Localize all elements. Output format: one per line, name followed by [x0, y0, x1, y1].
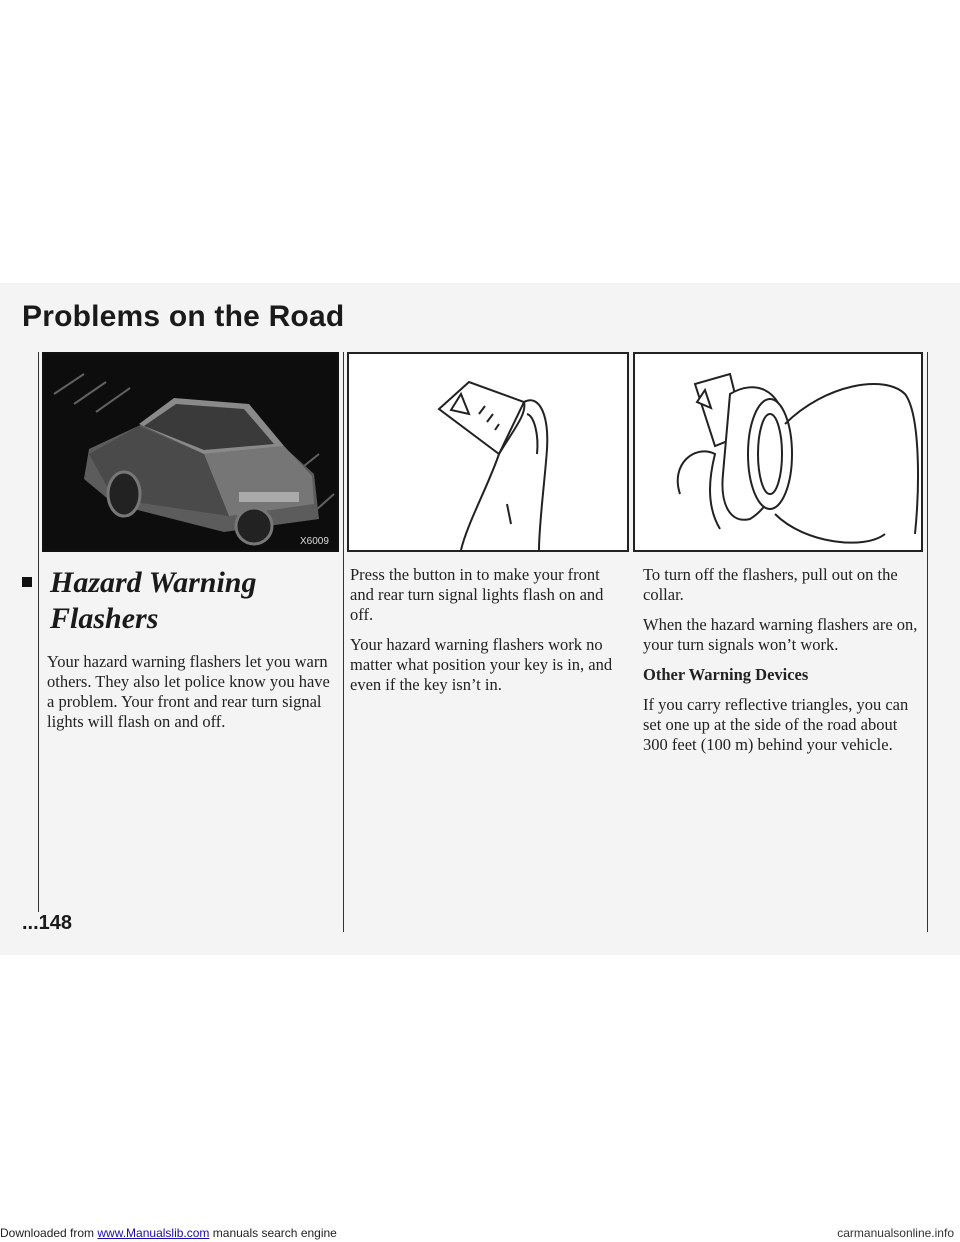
page-number: ...148 [22, 912, 73, 934]
section-heading-text: Hazard Warning Flashers [50, 566, 257, 635]
paragraph: Your hazard warning flashers let you warn others. They also let police know you have a problem. Your front and rear turn signal lights will flash on and off. [47, 652, 330, 731]
paragraph: To turn off the flashers, pull out on the collar. [643, 565, 898, 604]
paragraph: When the hazard warning flashers are on, your turn signals won’t work. [643, 615, 918, 654]
footer-prefix: Downloaded from [0, 1226, 98, 1240]
download-footer [0, 1226, 337, 1240]
page-title: Problems on the Road [22, 300, 345, 333]
pull-collar-illustration [633, 352, 923, 552]
paragraph: If you carry reflective triangles, you can set one up at the side of the road about 300 feet (100 m) behind your vehicle. [643, 695, 909, 754]
footer-suffix: manuals search engine [209, 1226, 337, 1240]
paragraph: Your hazard warning flashers work no matter what position your key is in, and even if the key isn’t in. [350, 635, 613, 694]
column-rule-middle [343, 352, 344, 932]
car-photo [42, 352, 339, 552]
bullet-icon [22, 577, 32, 587]
press-button-illustration [347, 352, 629, 552]
photo-code: X6009 [300, 536, 329, 547]
paragraph: Press the button in to make your front and rear turn signal lights flash on and off. [350, 565, 604, 624]
subheading: Other Warning Devices [643, 665, 809, 684]
column-2-text [350, 565, 625, 705]
column-3-text [643, 565, 921, 765]
column-rule-right [927, 352, 928, 932]
watermark: carmanualsonline.info [837, 1226, 954, 1240]
manualslib-link[interactable]: www.Manualslib.com [97, 1226, 210, 1240]
column-1-text [47, 652, 332, 742]
section-heading [22, 565, 342, 637]
